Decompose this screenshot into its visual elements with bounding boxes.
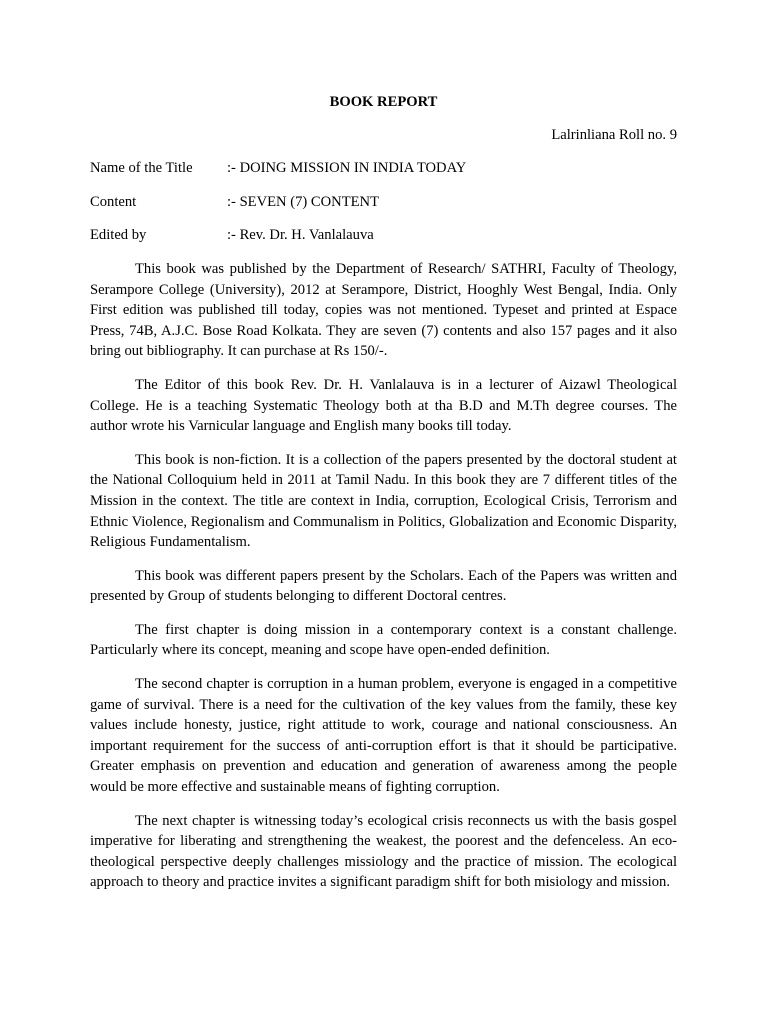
- paragraph-next-chapter: The next chapter is witnessing today’s ecological crisis reconnects us with the basis gospel imperative for liberating and strengthening the weakest, the poorest and the defenceless. An eco-theological perspective deeply challenges missiology and the practice of mission. The ecological approach to theory and practice invites a significant paradigm shift for both misiology and mission.: [90, 812, 677, 891]
- paragraph-editor: The Editor of this book Rev. Dr. H. Vanlalauva is in a lecturer of Aizawl Theological College. He is a teaching Systematic Theology both at tha B.D and M.Th degree courses. The author wrote his Varnicular language and English many books till today.: [90, 376, 677, 435]
- meta-label: Name of the Title: [90, 160, 193, 177]
- meta-value: :- DOING MISSION IN INDIA TODAY: [227, 160, 467, 177]
- meta-value: :- Rev. Dr. H. Vanlalauva: [227, 227, 374, 244]
- meta-label: Content: [90, 193, 137, 210]
- meta-value: :- SEVEN (7) CONTENT: [227, 193, 379, 210]
- paragraph-nonfiction: This book is non-fiction. It is a collection of the papers presented by the doctoral student at the National Colloquium held in 2011 at Tamil Nadu. In this book they are 7 different titles of the Mission in the context. The title are context in India, corruption, Ecological Crisis, Terrorism and Ethnic Violence, Regionalism and Communalism in Politics, Globalization and Economic Disparity, Religious Fundamentalism.: [90, 451, 677, 551]
- document-page: [90, 92, 677, 906]
- report-title: BOOK REPORT: [329, 94, 438, 110]
- meta-label: Edited by: [90, 227, 147, 244]
- paragraph-second-chapter: The second chapter is corruption in a human problem, everyone is engaged in a competitive game of survival. There is a need for the cultivation of the key values from the family, these key values include honesty, justice, right attitude to work, courage and national consciousness. An important requirement for the success of anti-corruption effort is that it should be participative. Greater emphasis on prevention and education and generation of awareness among the people would be more effective and sustainable means of fighting corruption.: [90, 676, 677, 796]
- meta-row-content: [90, 192, 677, 213]
- paragraph-publication: This book was published by the Department of Research/ SATHRI, Faculty of Theology, Serampore College (University), 2012 at Serampore, District, Hooghly West Bengal, India. Only First edition was published till today, copies was not mentioned. Typeset and printed at Espace Press, 74B, A.J.C. Bose Road Kolkata. They are seven (7) contents and also 157 pages and it also bring out bibliography. It can purchase at Rs 150/-.: [90, 260, 677, 360]
- paragraph-first-chapter: The first chapter is doing mission in a contemporary context is a constant challenge. Particularly where its concept, meaning and scope have open-ended definition.: [90, 621, 677, 659]
- paragraph-scholars: This book was different papers present by the Scholars. Each of the Papers was written and presented by Group of students belonging to different Doctoral centres.: [90, 567, 677, 605]
- author-line: Lalrinliana Roll no. 9: [551, 126, 677, 143]
- meta-row-editor: [90, 225, 677, 246]
- meta-row-title: [90, 158, 677, 179]
